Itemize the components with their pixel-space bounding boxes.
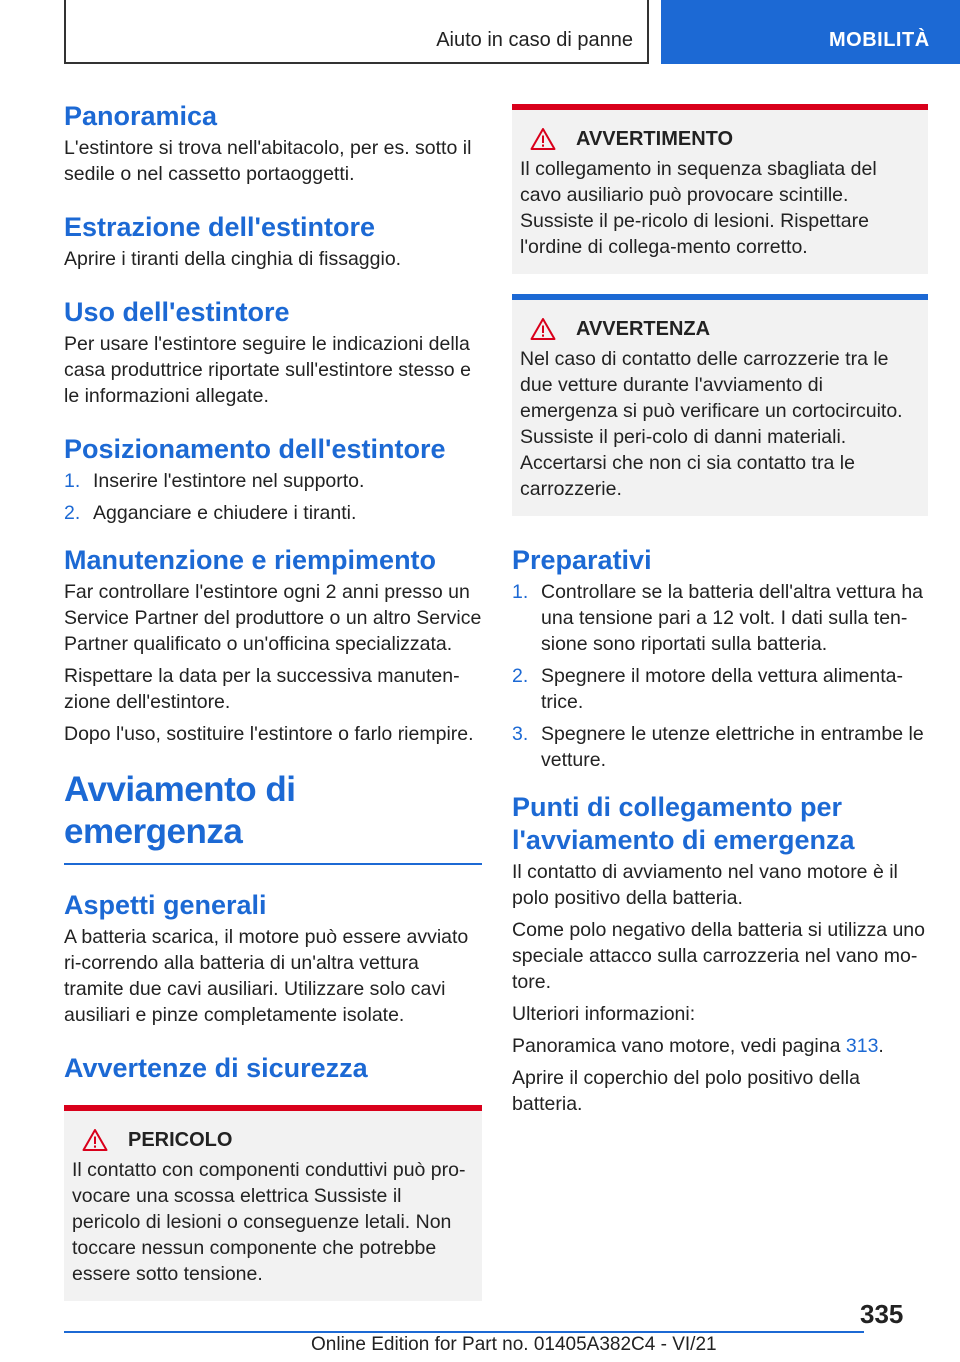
heading-uso: Uso dell'estintore — [64, 297, 290, 327]
heading-punti-collegamento: Punti di collegamento per l'avviamento di emergenza — [512, 792, 855, 855]
paragraph: Aprire i tiranti della cinghia di fissaggio. — [64, 248, 402, 270]
danger-text: Il contatto con componenti conduttivi può pro‐vocare una scossa elettrica Sussiste il pericolo di lesioni o conseguenze letali. Non toccare nessun componente che potrebbe essere sotto tensione. — [72, 1159, 466, 1285]
header-section-tab — [64, 0, 649, 64]
list-item — [64, 468, 482, 494]
link-prefix: Panoramica vano motore, vedi pagina — [512, 1035, 846, 1057]
step-text: Controllare se la batteria dell'altra vettura ha una tensione pari a 12 volt. I dati sulla ten‐sione sono riportati sulla batteria. — [541, 581, 924, 655]
paragraph: Far controllare l'estintore ogni 2 anni presso un Service Partner del produttore o un altro Service Partner qualificato o un'officina specializzata. — [64, 581, 482, 655]
paragraph: L'estintore si trova nell'abitacolo, per es. sotto il sedile o nel cassetto portaoggetti. — [64, 137, 472, 185]
heading-panoramica: Panoramica — [64, 101, 218, 131]
step-text: Spegnere le utenze elettriche in entrambe le vetture. — [541, 723, 924, 771]
paragraph-with-link — [512, 1033, 928, 1059]
footer-edition: Online Edition for Part no. 01405A382C4 - VI/21 — [311, 1334, 717, 1355]
header-chapter-tab — [661, 0, 960, 64]
danger-box — [64, 1105, 482, 1301]
heading-preparativi: Preparativi — [512, 545, 652, 575]
header-section-title: Aiuto in caso di panne — [436, 29, 633, 51]
step-number: 1. — [512, 581, 529, 603]
caution-title: AVVERTENZA — [576, 318, 711, 340]
paragraph: Come polo negativo della batteria si utilizza uno speciale attacco sulla carrozzeria nel vano mo‐tore. — [512, 919, 925, 993]
paragraph: Dopo l'uso, sostituire l'estintore o farlo riempire. — [64, 723, 474, 745]
step-text: Inserire l'estintore nel supporto. — [93, 470, 365, 492]
caution-triangle-icon — [530, 317, 556, 341]
steps-list — [512, 579, 928, 773]
step-text: Spegnere il motore della vettura alimenta‐trice. — [541, 665, 904, 713]
warning-text: Il collegamento in sequenza sbagliata del cavo ausiliario può provocare scintille. Sussiste il pe‐ricolo di lesioni. Rispettare l'ordine di collega‐mento corretto. — [520, 158, 877, 258]
warning-triangle-icon — [82, 1128, 108, 1152]
chapter-title: Avviamento di emergenza — [64, 769, 482, 865]
step-number: 2. — [512, 665, 529, 687]
paragraph: Aprire il coperchio del polo positivo della batteria. — [512, 1067, 860, 1115]
warning-box — [512, 104, 928, 274]
paragraph: Per usare l'estintore seguire le indicazioni della casa produttrice riportate sull'estintore stesso e le informazioni allegate. — [64, 333, 471, 407]
page-number: 335 — [860, 1299, 904, 1329]
step-number: 3. — [512, 723, 529, 745]
link-suffix: . — [878, 1035, 884, 1057]
heading-manutenzione: Manutenzione e riempimento — [64, 545, 437, 575]
paragraph: Rispettare la data per la successiva manuten‐zione dell'estintore. — [64, 665, 460, 713]
step-number: 1. — [64, 470, 81, 492]
heading-aspetti-generali: Aspetti generali — [64, 890, 267, 920]
right-column — [512, 104, 928, 1123]
paragraph: Il contatto di avviamento nel vano motore è il polo positivo della batteria. — [512, 861, 898, 909]
footer-rule — [64, 1331, 864, 1333]
left-column — [64, 100, 482, 1321]
step-number: 2. — [64, 502, 81, 524]
paragraph: Ulteriori informazioni: — [512, 1003, 696, 1025]
caution-box — [512, 294, 928, 516]
list-item — [64, 500, 482, 526]
warning-title: AVVERTIMENTO — [576, 128, 734, 150]
list-item — [512, 579, 928, 657]
paragraph: A batteria scarica, il motore può essere avviato ri‐correndo alla batteria di un'altra vettura tramite due cavi ausiliari. Utilizzare solo cavi ausiliari e pinze completamente isolate. — [64, 926, 469, 1026]
list-item — [512, 721, 928, 773]
heading-posizionamento: Posizionamento dell'estintore — [64, 434, 446, 464]
page-reference-link[interactable]: 313 — [845, 1035, 879, 1057]
warning-triangle-icon — [530, 127, 556, 151]
header-chapter-title: MOBILITÀ — [829, 29, 930, 51]
caution-text: Nel caso di contatto delle carrozzerie tra le due vetture durante l'avviamento di emergenza si può verificare un cortocircuito. Sussiste il peri‐colo di danni materiali. Accertarsi che non ci sia contatto tra le carrozzerie. — [520, 348, 903, 500]
danger-title: PERICOLO — [128, 1129, 233, 1151]
heading-avvertenze-sicurezza: Avvertenze di sicurezza — [64, 1053, 368, 1083]
list-item — [512, 663, 928, 715]
steps-list — [64, 468, 482, 526]
step-text: Agganciare e chiudere i tiranti. — [93, 502, 357, 524]
heading-estrazione: Estrazione dell'estintore — [64, 212, 376, 242]
